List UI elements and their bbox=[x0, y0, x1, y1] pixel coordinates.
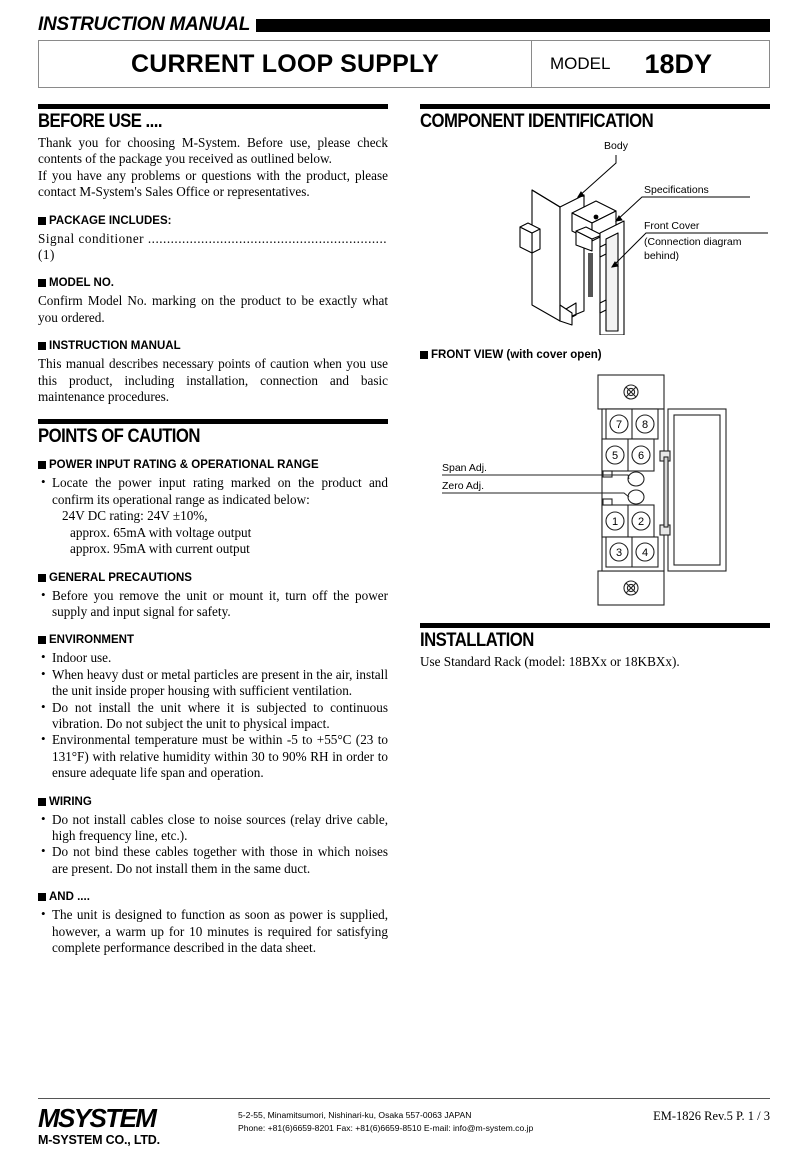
section-rule bbox=[420, 623, 770, 628]
subheading-power-input-rating bbox=[38, 458, 388, 473]
square-bullet-icon bbox=[38, 342, 46, 350]
terminal-4: 4 bbox=[641, 547, 649, 559]
terminal-2: 2 bbox=[637, 516, 645, 528]
terminal-5: 5 bbox=[611, 450, 619, 462]
document-reference: EM-1826 Rev.5 P. 1 / 3 bbox=[653, 1109, 770, 1123]
square-bullet-icon bbox=[38, 798, 46, 806]
model-no-text: Confirm Model No. marking on the product to be exactly what you ordered. bbox=[38, 293, 388, 325]
subheading-and bbox=[38, 890, 388, 905]
power-spec-1: 24V DC rating: 24V ±10%, bbox=[62, 508, 208, 524]
callout-front-cover-note-1: (Connection diagram bbox=[644, 236, 742, 248]
model-value: 18DY bbox=[644, 48, 713, 79]
list-item: • Indoor use. bbox=[41, 650, 388, 666]
subheading-wiring bbox=[38, 795, 388, 810]
square-bullet-icon bbox=[38, 893, 46, 901]
subheading-label: INSTRUCTION MANUAL bbox=[49, 340, 181, 353]
component-diagram bbox=[420, 135, 770, 335]
subheading-model-no bbox=[38, 276, 388, 291]
list-item: • Before you remove the unit or mount it, turn off the power supply and input signal for safety. bbox=[41, 588, 388, 621]
model-box bbox=[532, 40, 770, 88]
subheading-label: MODEL NO. bbox=[49, 277, 114, 290]
list-item: • Environmental temperature must be within -5 to +55°C (23 to 131°F) with relative humidity within 30 to 90% RH in order to ensure adequate life span and operation. bbox=[41, 732, 388, 781]
before-use-intro-1: Thank you for choosing M-System. Before use, please check contents of the package you received as outlined below. bbox=[38, 135, 388, 167]
instruction-manual-text: This manual describes necessary points of caution when you use this product, including installation, connection and basic maintenance procedures. bbox=[38, 356, 388, 405]
list-item: • The unit is designed to function as soon as power is supplied, however, a warm up for 10 minutes is required for satisfying complete performance described in the data sheet. bbox=[41, 907, 388, 956]
section-heading-points-of-caution: POINTS OF CAUTION bbox=[38, 426, 200, 448]
front-view-svg bbox=[420, 365, 770, 615]
address-line-1: 5-2-55, Minamitsumori, Nishinari-ku, Osaka 557-0063 JAPAN bbox=[238, 1110, 472, 1120]
section-heading-installation: INSTALLATION bbox=[420, 630, 534, 651]
terminal-3: 3 bbox=[615, 547, 623, 559]
left-column bbox=[38, 104, 388, 956]
section-rule bbox=[38, 104, 388, 109]
section-rule bbox=[38, 419, 388, 424]
package-item: Signal conditioner ...............................................................(1) bbox=[38, 230, 388, 263]
power-spec-3: approx. 95mA with current output bbox=[70, 541, 250, 557]
callout-body: Body bbox=[604, 140, 628, 152]
address-line-2: Phone: +81(6)6659-8201 Fax: +81(6)6659-8510 E-mail: info@m-system.co.jp bbox=[238, 1122, 534, 1133]
section-points-of-caution bbox=[38, 419, 388, 448]
wiring-bullet-list bbox=[38, 812, 388, 878]
front-view-diagram bbox=[420, 365, 770, 615]
subheading-label: WIRING bbox=[49, 795, 92, 808]
product-title-box bbox=[38, 40, 532, 88]
terminal-6: 6 bbox=[637, 450, 645, 462]
section-before-use bbox=[38, 104, 388, 133]
terminal-1: 1 bbox=[611, 516, 619, 528]
square-bullet-icon bbox=[38, 636, 46, 644]
installation-text: Use Standard Rack (model: 18BXx or 18KBXx). bbox=[420, 654, 680, 669]
subheading-instruction-manual bbox=[38, 339, 388, 354]
square-bullet-icon bbox=[420, 351, 428, 359]
page-footer bbox=[38, 1098, 770, 1148]
list-item: • Locate the power input rating marked on the product and confirm its operational range as indicated below: bbox=[41, 475, 388, 508]
terminal-7: 7 bbox=[615, 419, 623, 431]
label-zero-adj: Zero Adj. bbox=[442, 480, 485, 492]
list-item: • When heavy dust or metal particles are present in the air, install the unit inside proper housing with sufficient ventilation. bbox=[41, 667, 388, 700]
section-installation bbox=[420, 623, 770, 652]
callout-front-cover: Front Cover bbox=[644, 220, 700, 232]
company-address bbox=[238, 1105, 618, 1134]
list-item: • Do not bind these cables together with those in which noises are present. Do not install them in the same duct. bbox=[41, 844, 388, 877]
component-diagram-svg bbox=[420, 135, 770, 335]
logo-company-name: M-SYSTEM CO., LTD. bbox=[38, 1133, 160, 1147]
and-bullet-list bbox=[38, 907, 388, 956]
company-logo bbox=[38, 1105, 238, 1148]
square-bullet-icon bbox=[38, 461, 46, 469]
subheading-front-view bbox=[420, 348, 770, 363]
subheading-label: PACKAGE INCLUDES: bbox=[49, 214, 172, 227]
right-column bbox=[420, 104, 770, 670]
terminal-8: 8 bbox=[641, 419, 649, 431]
model-label: MODEL bbox=[550, 54, 611, 73]
section-heading-component-identification: COMPONENT IDENTIFICATION bbox=[420, 111, 654, 132]
logo-wordmark: MSYSTEM bbox=[38, 1103, 156, 1133]
square-bullet-icon bbox=[38, 574, 46, 582]
callout-front-cover-note-2: behind) bbox=[644, 250, 680, 262]
subheading-label: POWER INPUT RATING & OPERATIONAL RANGE bbox=[49, 459, 319, 472]
masthead bbox=[38, 14, 770, 36]
section-rule bbox=[420, 104, 770, 109]
power-spec-2: approx. 65mA with voltage output bbox=[70, 524, 252, 540]
subheading-environment bbox=[38, 633, 388, 648]
list-item: • Do not install the unit where it is subjected to continuous vibration. Do not subject the unit to physical impact. bbox=[41, 700, 388, 733]
before-use-intro-2: If you have any problems or questions with the product, please contact M-System's Sales Office or representatives. bbox=[38, 167, 388, 200]
subheading-label: FRONT VIEW (with cover open) bbox=[431, 349, 602, 361]
label-span-adj: Span Adj. bbox=[442, 462, 487, 474]
square-bullet-icon bbox=[38, 217, 46, 225]
subheading-package-includes bbox=[38, 214, 388, 229]
list-item: • Do not install cables close to noise sources (relay drive cable, high frequency line, etc.). bbox=[41, 812, 388, 845]
subheading-label: AND .... bbox=[49, 891, 90, 904]
product-title: CURRENT LOOP SUPPLY bbox=[130, 49, 440, 78]
square-bullet-icon bbox=[38, 279, 46, 287]
product-title-row bbox=[38, 40, 770, 88]
subheading-label: ENVIRONMENT bbox=[49, 634, 134, 647]
masthead-title: INSTRUCTION MANUAL bbox=[38, 14, 251, 35]
callout-specifications: Specifications bbox=[644, 184, 709, 196]
section-heading-before-use: BEFORE USE .... bbox=[38, 111, 163, 132]
power-bullet-list bbox=[38, 475, 388, 508]
masthead-rule bbox=[256, 19, 770, 32]
environment-bullet-list bbox=[38, 650, 388, 781]
subheading-label: GENERAL PRECAUTIONS bbox=[49, 571, 192, 584]
subheading-general-precautions bbox=[38, 571, 388, 586]
general-bullet-list bbox=[38, 588, 388, 621]
section-component-identification bbox=[420, 104, 770, 133]
